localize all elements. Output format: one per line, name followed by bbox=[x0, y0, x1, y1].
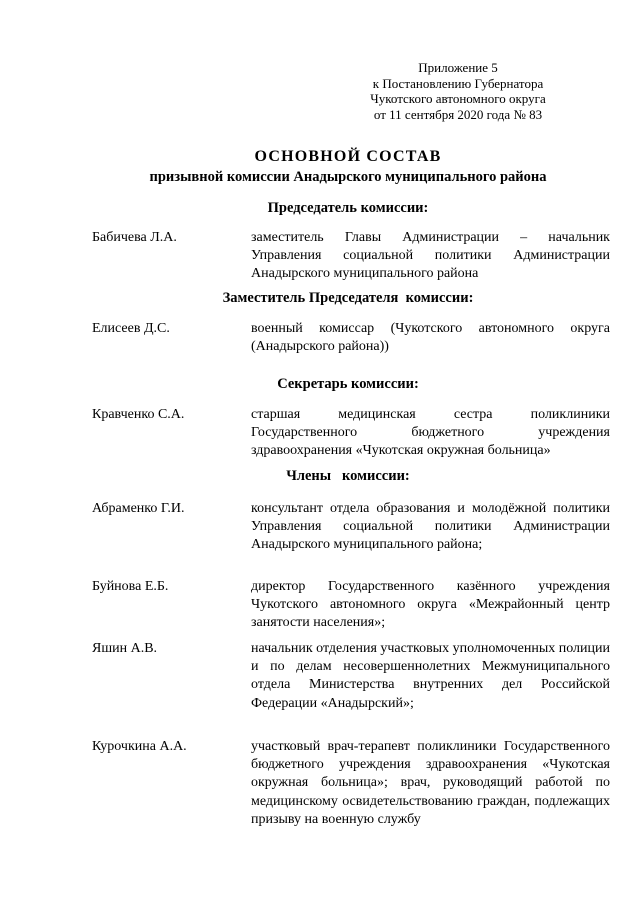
member-role: начальник отделения участковых уполномоченных полиции и по делам несовершеннолетних Межмуниципального отдела Министерства внутренних дел Российской Федерации «Анадырский»; bbox=[251, 641, 611, 711]
document-title: ОСНОВНОЙ СОСТАВ bbox=[254, 148, 442, 165]
member-role: военный комиссар (Чукотского автономного округа (Анадырского района)) bbox=[251, 321, 610, 355]
appendix-date: от 11 сентября 2020 года № 83 bbox=[373, 106, 543, 122]
member-role: участковый врач-терапевт поликлиники Государственного бюджетного учреждения здравоохранения «Чукотская окружная больница»; врач, руководящий работой по медицинскому освидетельствованию граждан, подлежащих призыву на военную службу bbox=[251, 739, 610, 827]
member-role: заместитель Главы Администрации – начальник Управления социальной политики Администрации Анадырского муниципального района bbox=[251, 230, 610, 282]
member-name: Яшин А.В. bbox=[92, 641, 158, 656]
document-subtitle: призывной комиссии Анадырского муниципального района bbox=[149, 169, 547, 185]
member-name: Буйнова Е.Б. bbox=[92, 579, 169, 594]
appendix-region: Чукотского автономного округа bbox=[370, 91, 546, 106]
member-role: консультант отдела образования и молодёжной политики Управления социальной политики Администрации Анадырского муниципального района; bbox=[251, 501, 610, 553]
member-name: Кравченко С.А. bbox=[92, 407, 185, 422]
member-name: Абраменко Г.И. bbox=[92, 501, 185, 516]
appendix-reference bbox=[348, 60, 568, 122]
deputy-heading: Заместитель Председателя комиссии: bbox=[222, 290, 474, 306]
member-name: Елисеев Д.С. bbox=[92, 321, 170, 336]
members-heading: Члены комиссии: bbox=[286, 468, 410, 484]
appendix-number: Приложение 5 bbox=[418, 60, 498, 75]
member-role: старшая медицинская сестра поликлиники Государственного бюджетного учреждения здравоохранения «Чукотская окружная больница» bbox=[251, 407, 610, 459]
secretary-heading: Секретарь комиссии: bbox=[277, 376, 419, 392]
member-name: Курочкина А.А. bbox=[92, 739, 187, 754]
member-role: директор Государственного казённого учреждения Чукотского автономного округа «Межрайонный центр занятости населения»; bbox=[251, 579, 610, 631]
chairman-heading: Председатель комиссии: bbox=[267, 200, 429, 216]
member-name: Бабичева Л.А. bbox=[92, 230, 177, 245]
appendix-decree: к Постановлению Губернатора bbox=[372, 75, 544, 91]
